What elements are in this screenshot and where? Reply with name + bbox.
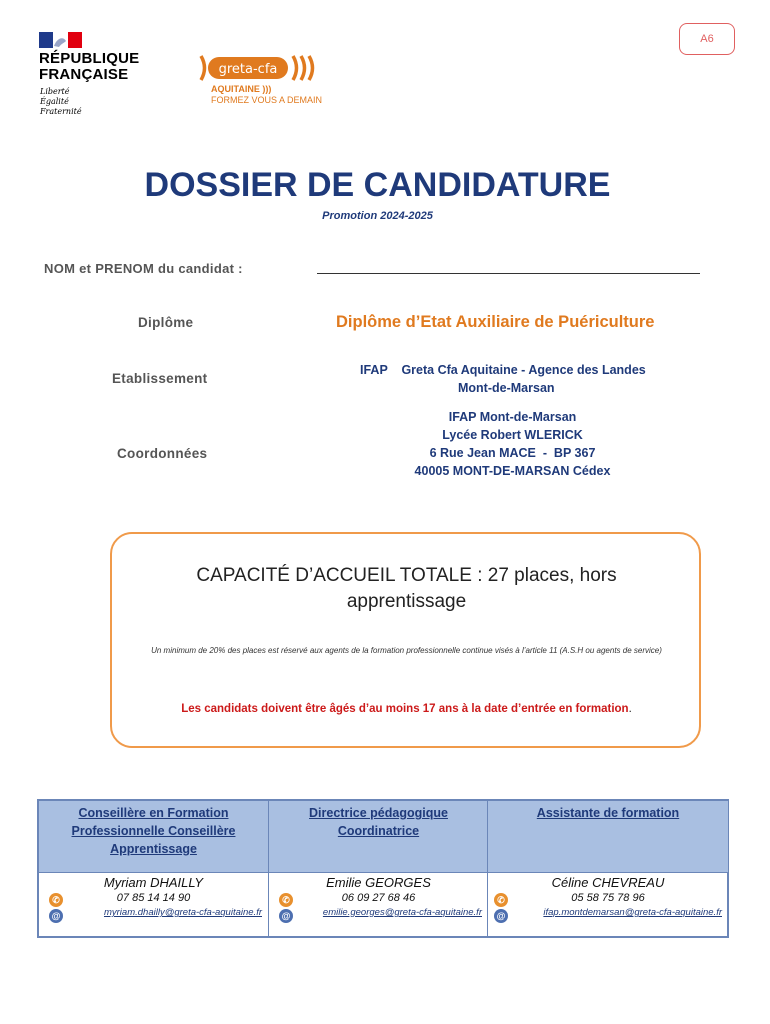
greta-cfa-logo xyxy=(198,52,323,84)
candidate-name-label: NOM et PRENOM du candidat : xyxy=(44,261,243,276)
republique-motto: Liberté Égalité Fraternité xyxy=(40,87,82,116)
greta-slogan: AQUITAINE ))) FORMEZ VOUS A DEMAIN xyxy=(211,84,323,105)
etablissement-line-1: IFAP Greta Cfa Aquitaine - Agence des Landes xyxy=(360,363,646,377)
contacts-table xyxy=(37,799,729,938)
phone-icon: ✆ xyxy=(49,893,63,907)
email-icon: @ xyxy=(279,909,293,923)
phone-icon: ✆ xyxy=(279,893,293,907)
contact-phone: 06 09 27 68 46 xyxy=(341,892,416,904)
address-line: 6 Rue Jean MACE - BP 367 xyxy=(429,446,596,460)
document-code-badge: A6 xyxy=(679,23,735,55)
age-requirement: Les candidats doivent être âgés d’au moins 17 ans à la date d’entrée en formation. xyxy=(181,703,632,715)
greta-logo-text: greta-cfa xyxy=(218,62,278,77)
address-line: 40005 MONT-DE-MARSAN Cédex xyxy=(414,464,611,478)
contact-column xyxy=(39,801,268,936)
coordonnees-label: Coordonnées xyxy=(117,446,208,461)
coordonnees-address xyxy=(340,408,685,480)
contact-phone: 05 58 75 78 96 xyxy=(571,892,645,904)
address-line: IFAP Mont-de-Marsan xyxy=(448,410,577,424)
address-line: Lycée Robert WLERICK xyxy=(442,428,583,442)
capacity-title: CAPACITÉ D’ACCUEIL TOTALE : 27 places, hors apprentissage xyxy=(196,565,617,612)
contact-column xyxy=(487,801,728,936)
phone-icon: ✆ xyxy=(494,893,508,907)
email-icon: @ xyxy=(49,909,63,923)
capacity-note: Un minimum de 20% des places est réservé aux agents de la formation professionnelle continue visés à l’article 11 (A.S.H ou agents de service) xyxy=(151,646,662,655)
contact-role: Conseillère en Formation Professionnelle Conseillère Apprentissage xyxy=(39,801,268,873)
email-icon: @ xyxy=(494,909,508,923)
contact-phone: 07 85 14 14 90 xyxy=(116,892,191,904)
diplome-value: Diplôme d’Etat Auxiliaire de Puériculture xyxy=(336,313,655,331)
marianne-flag-logo xyxy=(39,32,82,48)
etablissement-label: Etablissement xyxy=(112,371,208,386)
contact-name: Emilie GEORGES xyxy=(326,875,431,890)
contact-role: Assistante de formation xyxy=(488,801,728,873)
etablissement-line-2: Mont-de-Marsan xyxy=(458,381,555,395)
contact-name: Myriam DHAILLY xyxy=(103,875,204,890)
contact-email-link[interactable]: myriam.dhailly@greta-cfa-aquitaine.fr xyxy=(103,907,262,918)
contact-role: Directrice pédagogique Coordinatrice xyxy=(269,801,488,873)
promotion-subtitle: Promotion 2024-2025 xyxy=(322,210,433,222)
contact-email-link[interactable]: emilie.georges@greta-cfa-aquitaine.fr xyxy=(322,907,482,918)
republique-francaise-name: RÉPUBLIQUE FRANÇAISE xyxy=(39,50,140,83)
diplome-label: Diplôme xyxy=(138,315,194,330)
contact-name: Céline CHEVREAU xyxy=(551,875,665,890)
contact-column xyxy=(268,801,488,936)
candidate-name-field[interactable] xyxy=(317,273,700,274)
age-warning-text: Les candidats doivent être âgés d’au moins 17 ans à la date d’entrée en formation xyxy=(181,703,629,715)
contact-email-link[interactable]: ifap.montdemarsan@greta-cfa-aquitaine.fr xyxy=(543,907,722,918)
page-title: DOSSIER DE CANDIDATURE xyxy=(144,166,611,204)
